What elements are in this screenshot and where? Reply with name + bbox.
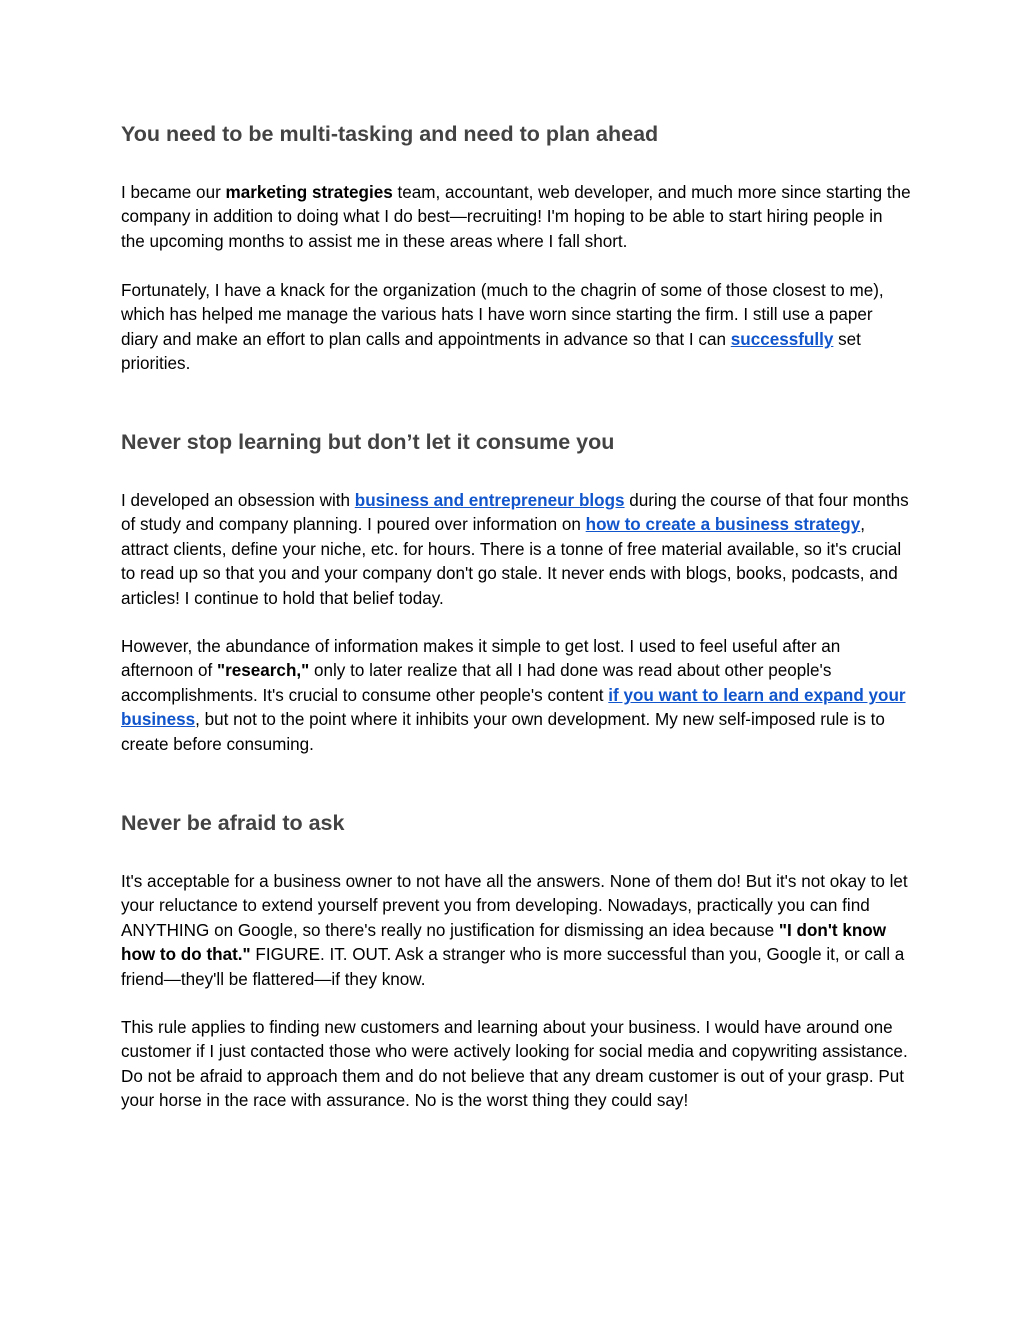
bold-marketing-strategies: marketing strategies [225,183,393,202]
text-run: set priorities. [121,329,861,374]
text-run: during the course of that four months of study and company planning. I poured over information on [121,491,909,535]
paragraph-answers [121,870,911,992]
paragraph-blogs [121,489,911,611]
link-successfully[interactable]: successfully [730,329,834,349]
paragraph-research [121,635,911,757]
link-business-blogs[interactable]: business and entrepreneur blogs [354,491,625,510]
text-run: Fortunately, I have a knack for the organization (much to the chagrin of some of those closest to me), which has helped me manage the various hats I have worn since starting the firm. I still use a paper diary and make an effort to plan calls and appointments in advance so that I can [121,281,884,349]
paragraph-marketing [121,181,911,254]
paragraph-customers [121,1016,911,1114]
text-run: team, accountant, web developer, and much more since starting the company in addition to doing what I do best—recruiting! I'm hoping to be able to start hiring people in the upcoming months to assist me in these areas where I fall short. [121,183,911,251]
text-run: only to later realize that all I had done was read about other people's accomplishments. It's crucial to consume other people's content [121,661,832,705]
text-run: It's acceptable for a business owner to not have all the answers. None of them do! But it's not okay to let your reluctance to extend yourself prevent you from developing. Nowadays, practically you can find ANYTHING on Google, so there's really no justification for dismissing an idea because [121,872,908,940]
text-run: However, the abundance of information makes it simple to get lost. I used to feel useful after an afternoon of [121,637,841,681]
section-heading-ask: Never be afraid to ask [121,811,345,835]
section-heading-learning: Never stop learning but don’t let it consume you [121,430,615,454]
section-heading-multitasking: You need to be multi-tasking and need to plan ahead [121,122,659,146]
paragraph-organization [121,279,911,377]
text-run: FIGURE. IT. OUT. Ask a stranger who is more successful than you, Google it, or call a friend—they'll be flattered—if they know. [121,945,905,989]
text-run: , but not to the point where it inhibits your own development. My new self-imposed rule is to create before consuming. [121,710,885,754]
text-run: , attract clients, define your niche, etc. for hours. There is a tonne of free material available, so it's crucial to read up so that you and your company don't go stale. It never ends with blogs, books, podcasts, and articles! I continue to hold that belief today. [121,515,902,608]
text-run: I developed an obsession with [121,491,355,510]
text-run: This rule applies to finding new customers and learning about your business. I would have around one customer if I just contacted those who were actively looking for social media and copywriting assistance. Do not be afraid to approach them and do not believe that any dream customer is out of your grasp. Put your horse in the race with assurance. No is the worst thing they could say! [121,1018,908,1111]
text-run: I became our [121,183,226,202]
bold-research: "research," [217,661,310,681]
link-expand-business[interactable]: if you want to learn and expand your business [121,685,906,730]
link-business-strategy[interactable]: how to create a business strategy [585,515,861,535]
bold-dont-know: "I don't know how to do that." [121,920,887,965]
